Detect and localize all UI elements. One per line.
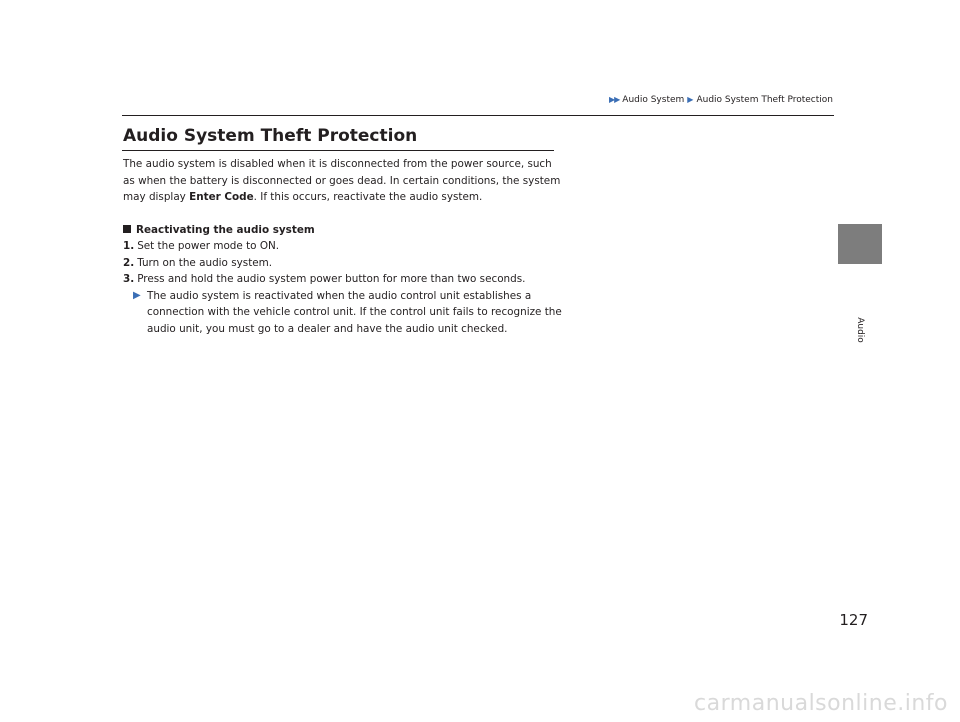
subheading-text: Reactivating the audio system — [136, 223, 315, 236]
intro-text-before: The audio system is disabled when it is disconnected from the power source, such as when the battery is disconnected or goes dead. In certain conditions, the system may display — [123, 158, 561, 203]
section-content — [123, 156, 563, 337]
section-title: Audio System Theft Protection — [123, 126, 418, 146]
breadcrumb-item-theft-protection[interactable]: Audio System Theft Protection — [696, 95, 833, 105]
step-text: Turn on the audio system. — [137, 256, 273, 269]
step-number: 2. — [123, 256, 135, 269]
arrow-right-icon: ▶ — [133, 289, 141, 301]
side-tab-label — [848, 300, 872, 360]
title-rule — [122, 150, 554, 151]
subheading — [123, 222, 563, 239]
step-number: 1. — [123, 240, 135, 252]
page-number: 127 — [839, 611, 868, 629]
watermark: carmanualsonline.info — [694, 691, 948, 716]
header-rule — [122, 115, 834, 116]
breadcrumb-item-audio-system[interactable]: Audio System — [622, 95, 685, 105]
breadcrumb-arrows-icon: ▶▶ — [608, 95, 620, 104]
step-2 — [123, 255, 563, 272]
enter-code-label: Enter Code — [189, 191, 254, 203]
step-text: Set the power mode to ON. — [137, 240, 280, 252]
intro-paragraph — [123, 156, 563, 206]
step-number: 3. — [123, 273, 135, 285]
side-tab-label-text: Audio — [855, 317, 865, 343]
breadcrumb-separator-icon: ▶ — [687, 95, 694, 104]
sub-note — [123, 288, 563, 338]
step-3 — [123, 271, 563, 288]
square-bullet-icon — [123, 225, 131, 233]
side-tab[interactable] — [838, 224, 882, 264]
step-1 — [123, 238, 563, 255]
step-text: Press and hold the audio system power button for more than two seconds. — [137, 273, 526, 285]
intro-text-after: . If this occurs, reactivate the audio system. — [253, 191, 483, 203]
sub-note-text: The audio system is reactivated when the audio control unit establishes a connection with the vehicle control unit. If the control unit fails to recognize the audio unit, you must go to a dealer and have the audio unit checked. — [147, 289, 562, 335]
breadcrumb — [609, 94, 833, 106]
